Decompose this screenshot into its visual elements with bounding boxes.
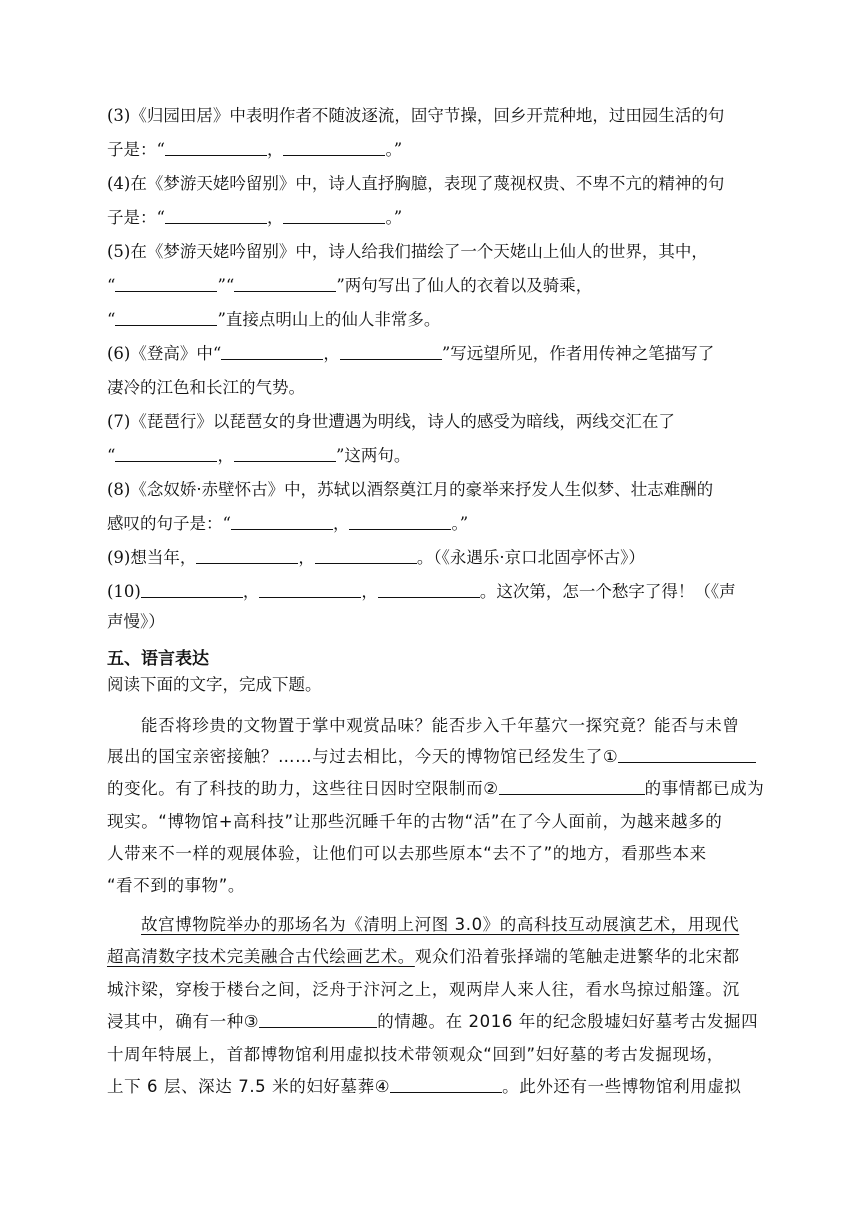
answer-blank[interactable] <box>259 581 361 598</box>
answer-blank[interactable] <box>378 581 480 598</box>
section-heading: 五、语言表达 <box>107 649 209 669</box>
question-3-line-2: 子是：“ ， 。” <box>107 140 403 159</box>
answer-blank[interactable] <box>115 445 217 462</box>
section-instruction: 阅读下面的文字，完成下题。 <box>107 675 322 694</box>
answer-blank[interactable] <box>231 513 333 530</box>
answer-blank[interactable] <box>196 547 298 564</box>
passage-line: 超高清数字技术完美融合古代绘画艺术。观众们沿着张择端的笔触走进繁华的北宋都 <box>107 947 740 966</box>
answer-blank-4[interactable] <box>390 1076 502 1093</box>
passage-line: 展出的国宝亲密接触？……与过去相比，今天的博物馆已经发生了① <box>107 745 756 769</box>
passage-line: 的变化。有了科技的助力，这些往日因时空限制而② 的事情都已成为 <box>107 779 765 798</box>
answer-blank[interactable] <box>349 513 451 530</box>
answer-blank[interactable] <box>141 581 243 598</box>
answer-blank[interactable] <box>234 445 336 462</box>
passage-line: 人带来不一样的观展体验，让他们可以去那些原本“去不了”的地方，看那些本来 <box>107 844 707 863</box>
answer-blank[interactable] <box>283 207 385 224</box>
answer-blank[interactable] <box>315 547 417 564</box>
passage-line: 现实。“博物馆+高科技”让那些沉睡千年的古物“活”在了今人面前，为越来越多的 <box>107 812 723 831</box>
question-7-line-2: “ ， ”这两句。 <box>107 446 411 465</box>
question-4-line-2: 子是：“ ， 。” <box>107 208 403 227</box>
answer-blank[interactable] <box>115 275 217 292</box>
question-9-line-1: (9)想当年， ， 。（《永遇乐·京口北固亭怀古》） <box>107 548 645 567</box>
question-8-line-1: (8)《念奴娇·赤壁怀古》中，苏轼以酒祭奠江月的豪举来抒发人生似梦、壮志难酬的 <box>107 480 714 499</box>
answer-blank-3[interactable] <box>259 1011 377 1028</box>
answer-blank[interactable] <box>221 343 323 360</box>
answer-blank[interactable] <box>283 139 385 156</box>
underlined-sentence: 故宫博物院举办的那场名为《清明上河图 3.0》的高科技互动展演艺术，用现代 <box>141 915 740 934</box>
passage-line: 能否将珍贵的文物置于掌中观赏品味？能否步入千年墓穴一探究竟？能否与未曾 <box>141 716 740 735</box>
question-7-line-1: (7)《琵琶行》以琵琶女的身世遭遇为明线，诗人的感受为暗线，两线交汇在了 <box>107 412 675 431</box>
question-8-line-2: 感叹的句子是：“ ， 。” <box>107 514 469 533</box>
passage-line: 上下 6 层、深达 7.5 米的妇好墓葬④ 。此外还有一些博物馆利用虚拟 <box>107 1077 742 1096</box>
answer-blank[interactable] <box>115 309 217 326</box>
answer-blank[interactable] <box>340 343 442 360</box>
answer-blank-1[interactable] <box>618 746 756 763</box>
passage-line: “看不到的事物”。 <box>107 876 245 895</box>
answer-blank[interactable] <box>165 139 267 156</box>
question-10-line-1: (10) ， ， 。这次第，怎一个愁字了得！（《声 <box>107 582 736 601</box>
underlined-sentence: 超高清数字技术完美融合古代绘画艺术。 <box>107 947 415 966</box>
question-5-line-2: “ ”“ ”两句写出了仙人的衣着以及骑乘， <box>107 276 593 295</box>
question-3-line-1: (3)《归园田居》中表明作者不随波逐流，固守节操，回乡开荒种地，过田园生活的句 <box>107 106 725 125</box>
answer-blank[interactable] <box>234 275 336 292</box>
passage-line: 城汴梁，穿梭于楼台之间，泛舟于汴河之上，观两岸人来人往，看水鸟掠过船篷。沉 <box>107 980 740 999</box>
question-6-line-2: 凄冷的江色和长江的气势。 <box>107 378 305 397</box>
answer-blank[interactable] <box>165 207 267 224</box>
question-5-line-1: (5)在《梦游天姥吟留别》中，诗人给我们描绘了一个天姥山上仙人的世界，其中， <box>107 242 708 261</box>
question-5-line-3: “ ”直接点明山上的仙人非常多。 <box>107 310 441 329</box>
question-6-line-1: (6)《登高》中“ ， ”写远望所见，作者用传神之笔描写了 <box>107 344 715 363</box>
question-4-line-1: (4)在《梦游天姥吟留别》中，诗人直抒胸臆，表现了蔑视权贵、不卑不亢的精神的句 <box>107 174 725 193</box>
passage-line: 十周年特展上，首都博物馆利用虚拟技术带领观众“回到”妇好墓的考古发掘现场， <box>107 1045 724 1064</box>
question-10-line-2: 声慢》） <box>107 612 165 631</box>
passage-line: 浸其中，确有一种③ 的情趣。在 2016 年的纪念殷墟妇好墓考古发掘四 <box>107 1012 759 1031</box>
answer-blank-2[interactable] <box>499 778 645 795</box>
